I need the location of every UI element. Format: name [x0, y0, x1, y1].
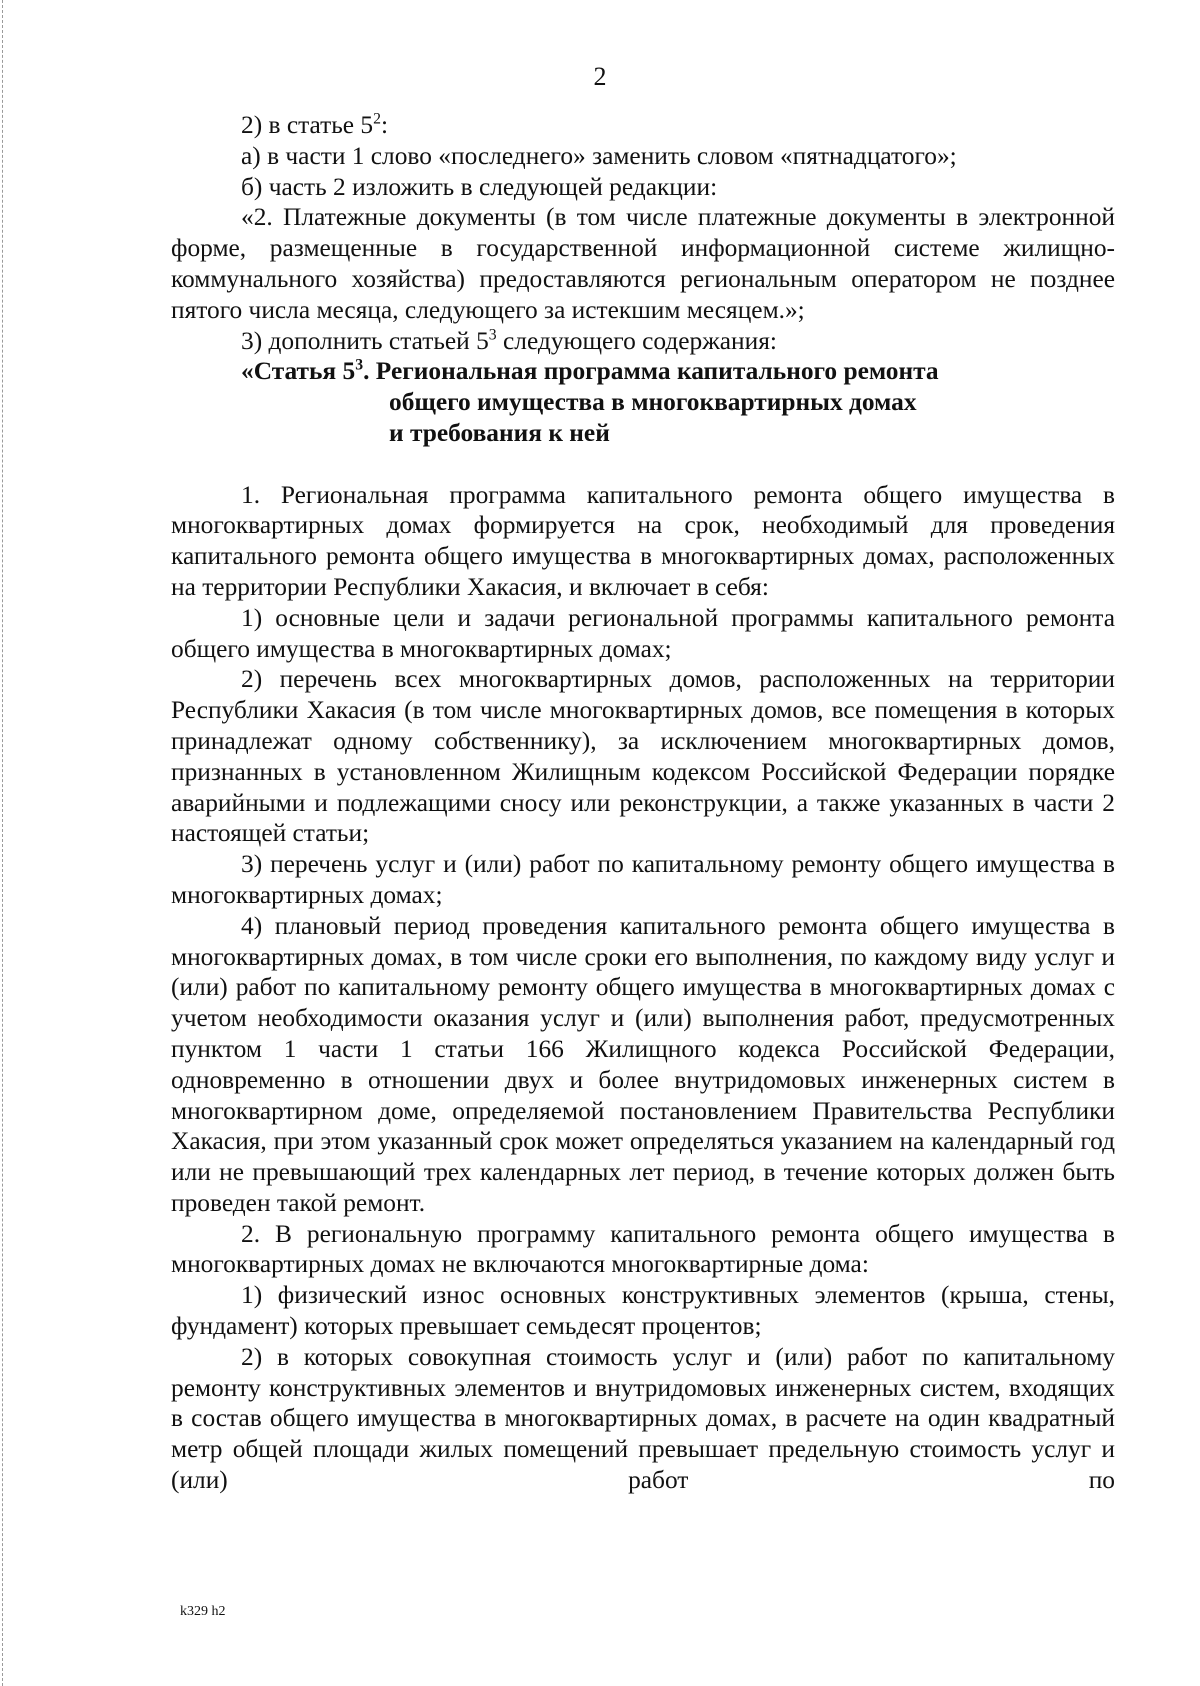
section-1-item-2: 2) перечень всех многоквартирных домов, расположенных на территории Республики Хакасия (в том числе многоквартирных домов, все помещения в которых принадлежат одному собственнику), за исключением многоквартирных домов, признанных в установленном Жилищным кодексом Российской Федерации порядке аварийными и подлежащими сносу или реконструкции, а также указанных в части 2 настоящей статьи; [171, 665, 1115, 848]
article-heading [241, 356, 1115, 448]
document-body [171, 110, 1115, 1496]
document-footer-code: k329 h2 [180, 1604, 226, 1619]
amendment-item-2a: а) в части 1 слово «последнего» заменить словом «пятнадцатого»; [241, 141, 957, 170]
article-heading-line-1: «Статья $5^3$. Региональная программа капитального ремонта [241, 356, 939, 386]
scan-edge-line [2, 0, 3, 1686]
amendment-item-3: 3) дополнить статьей $5^3$ следующего содержания: [241, 326, 777, 355]
blank-line [171, 449, 1115, 480]
amendment-item-2b: б) часть 2 изложить в следующей редакции: [241, 172, 718, 201]
section-1-item-1: 1) основные цели и задачи региональной программы капитального ремонта общего имущества в многоквартирных домах; [171, 603, 1115, 663]
section-1-item-4: 4) плановый период проведения капитального ремонта общего имущества в многоквартирных домах, в том числе сроки его выполнения, по каждому виду услуг и (или) работ по капитальному ремонту общего имущества в многоквартирных домах с учетом необходимости оказания услуг и (или) выполнения работ, предусмотренных пунктом 1 части 1 статьи 166 Жилищного кодекса Российской Федерации, одновременно в отношении двух и более внутридомовых инженерных систем в многоквартирном доме, определяемой постановлением Правительства Республики Хакасия, при этом указанный срок может определяться указанием на календарный год или не превышающий трех календарных лет период, в течение которых должен быть проведен такой ремонт. [171, 911, 1115, 1217]
article-heading-line-3: и требования к ней [389, 418, 610, 447]
page-number: 2 [593, 62, 607, 91]
section-1-item-3: 3) перечень услуг и (или) работ по капитальному ремонту общего имущества в многоквартирных домах; [171, 850, 1115, 909]
section-2-item-2: 2) в которых совокупная стоимость услуг и (или) работ по капитальному ремонту конструктивных элементов и внутридомовых инженерных систем, входящих в состав общего имущества в многоквартирных домах, в расчете на один квадратный метр общей площади жилых помещений превышает предельную стоимость услуг и (или) работ по [171, 1342, 1115, 1495]
section-2-item-1: 1) физический износ основных конструктивных элементов (крыша, стены, фундамент) которых превышает семьдесят процентов; [171, 1281, 1115, 1341]
section-2-paragraph: 2. В региональную программу капитального ремонта общего имущества в многоквартирных домах не включаются многоквартирные дома: [171, 1219, 1115, 1279]
amendment-item-2: 2) в статье $5^2$: [241, 110, 389, 139]
payment-documents-paragraph: «2. Платежные документы (в том числе платежные документы в электронной форме, размещенные в государственной информационной системе жилищно-коммунального хозяйства) предоставляются региональным оператором не позднее пятого числа месяца, следующего за истекшим месяцем.»; [171, 203, 1115, 324]
section-1-paragraph: 1. Региональная программа капитального ремонта общего имущества в многоквартирных домах формируется на срок, необходимый для проведения капитального ремонта общего имущества в многоквартирных домах, расположенных на территории Республики Хакасия, и включает в себя: [171, 480, 1115, 601]
article-heading-line-2: общего имущества в многоквартирных домах [389, 388, 917, 417]
